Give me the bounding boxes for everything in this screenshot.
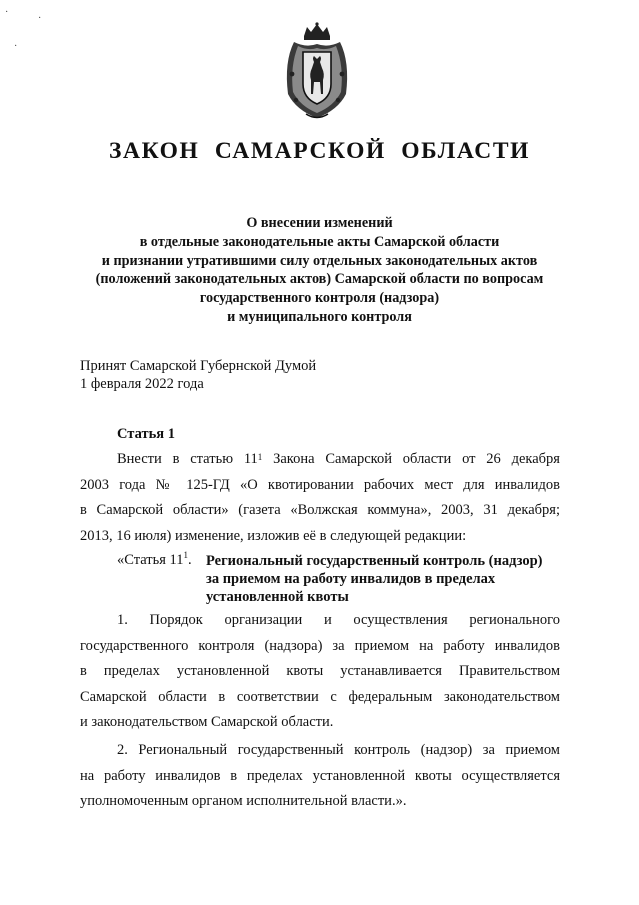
paragraph-line: государственного контроля (надзора) за приемом на работу инвалидов	[80, 637, 560, 654]
subject-line: О внесении изменений	[246, 215, 393, 231]
intro-text: Закона Самарской области от 26 декабря	[262, 451, 560, 467]
paragraph-line: 1. Порядок организации и осуществления регионального	[117, 612, 560, 628]
adopted-by: Принят Самарской Губернской Думой	[80, 358, 317, 374]
law-title: ЗАКОН САМАРСКОЙ ОБЛАСТИ	[109, 138, 530, 164]
adopted-date: 1 февраля 2022 года	[80, 376, 204, 392]
paragraph-line: на работу инвалидов в пределах установленной квоты осуществляется	[80, 767, 560, 784]
article-intro	[80, 447, 560, 549]
quoted-article-label	[117, 552, 192, 569]
superscript: 1	[183, 550, 189, 560]
subject-line: (положений законодательных актов) Самарской области по вопросам	[95, 271, 544, 288]
subject-line: и муниципального контроля	[227, 308, 412, 325]
quoted-article-title	[206, 552, 566, 606]
title-line: за приемом на работу инвалидов в пределах	[206, 571, 496, 587]
superscript: 1	[257, 452, 263, 462]
paragraph-2	[80, 738, 560, 815]
intro-line: 2013, 16 июля) изменение, изложив её в следующей редакции:	[80, 527, 467, 544]
scan-mark: ·	[5, 7, 9, 18]
label-text: «Статья 11	[117, 552, 184, 568]
scan-mark: ·	[38, 13, 42, 24]
paragraph-line: 2. Региональный государственный контроль (надзор) за приемом	[117, 742, 560, 758]
paragraph-line: в пределах установленной квоты устанавливается Правительством	[80, 663, 560, 680]
adoption-info	[80, 357, 316, 393]
scan-mark: ·	[14, 41, 18, 52]
title-line: Региональный государственный контроль (надзор)	[206, 553, 543, 569]
title-line: установленной квоты	[206, 589, 349, 605]
label-text: .	[188, 552, 192, 568]
article-heading: Статья 1	[117, 426, 175, 442]
law-subject	[30, 214, 609, 327]
subject-line: государственного контроля (надзора)	[199, 290, 440, 307]
subject-line: и признании утратившими силу отдельных законодательных актов	[101, 252, 538, 269]
intro-line: 2003 года № 125-ГД «О квотировании рабочих мест для инвалидов	[80, 476, 560, 493]
intro-line	[80, 447, 560, 473]
subject-line: в отдельные законодательные акты Самарской области	[139, 233, 500, 250]
paragraph-line: Самарской области в соответствии с федеральным законодательством	[80, 688, 560, 705]
samara-coat-of-arms-emblem	[276, 22, 358, 122]
intro-text: Внести в статью 11	[117, 451, 258, 467]
paragraph-line: и законодательством Самарской области.	[80, 714, 334, 731]
paragraph-1	[80, 608, 560, 736]
intro-line: в Самарской области» (газета «Волжская коммуна», 2003, 31 декабря;	[80, 502, 560, 519]
paragraph-line: уполномоченным органом исполнительной власти.».	[80, 793, 407, 810]
